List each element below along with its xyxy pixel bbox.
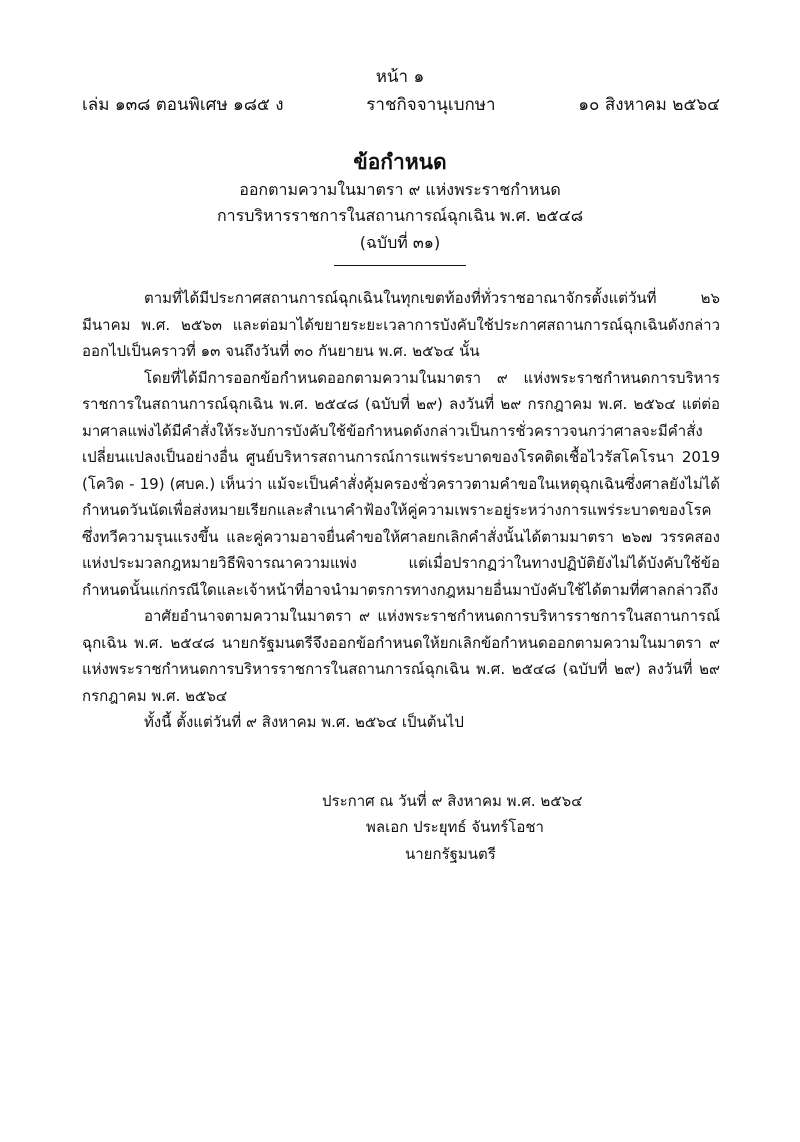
subtitle-line-2: การบริหารราชการในสถานการณ์ฉุกเฉิน พ.ศ. ๒๕๔๘ bbox=[216, 206, 584, 225]
gazette-header bbox=[82, 94, 720, 116]
paragraph-2: โดยที่ได้มีการออกข้อกำหนดออกตามความในมาตรา ๙ แห่งพระราชกำหนดการบริหารราชการในสถานการณ์ฉุกเฉิน พ.ศ. ๒๕๔๘ (ฉบับที่ ๒๙) ลงวันที่ ๒๙ กรกฎาคม พ.ศ. ๒๕๖๔ แต่ต่อมาศาลแพ่งได้มีคำสั่งให้ระงับการบังคับใช้ข้อกำหนดดังกล่าวเป็นการชั่วคราวจนกว่าศาลจะมีคำสั่งเปลี่ยนแปลงเป็นอย่างอื่น ศูนย์บริหารสถานการณ์การแพร่ระบาดของโรคติดเชื้อไวรัสโคโรนา 2019 (โควิด - 19) (ศบค.) เห็นว่า แม้จะเป็นคำสั่งคุ้มครองชั่วคราวตามคำขอในเหตุฉุกเฉินซึ่งศาลยังไม่ได้กำหนดวันนัดเพื่อส่งหมายเรียกและสำเนาคำฟ้องให้คู่ความเพราะอยู่ระหว่างการแพร่ระบาดของโรคซึ่งทวีความรุนแรงขึ้น และคู่ความอาจยื่นคำขอให้ศาลยกเลิกคำสั่งนั้นได้ตามมาตรา ๒๖๗ วรรคสอง แห่งประมวลกฎหมายวิธีพิจารณาความแพ่ง แต่เมื่อปรากฏว่าในทางปฏิบัติยังไม่ได้บังคับใช้ข้อกำหนดนั้นแก่กรณีใดและเจ้าหน้าที่อาจนำมาตรการทางกฎหมายอื่นมาบังคับใช้ได้ตามที่ศาลกล่าวถึง bbox=[82, 368, 720, 599]
subtitle-line-1: ออกตามความในมาตรา ๙ แห่งพระราชกำหนด bbox=[239, 180, 561, 199]
volume-info: เล่ม ๑๓๘ ตอนพิเศษ ๑๘๕ ง bbox=[82, 95, 284, 115]
publication-date: ๑๐ สิงหาคม ๒๕๖๔ bbox=[578, 95, 720, 115]
signatory-name: พลเอก ประยุทธ์ จันทร์โอชา bbox=[366, 818, 544, 836]
paragraph-1: ตามที่ได้มีประกาศสถานการณ์ฉุกเฉินในทุกเขตท้องที่ทั่วราชอาณาจักรตั้งแต่วันที่ ๒๖ มีนาคม พ.ศ. ๒๕๖๓ และต่อมาได้ขยายระยะเวลาการบังคับใช้ประกาศสถานการณ์ฉุกเฉินดังกล่าวออกไปเป็นคราวที่ ๑๓ จนถึงวันที่ ๓๐ กันยายน พ.ศ. ๒๕๖๔ นั้น bbox=[82, 289, 720, 360]
paragraph-3: อาศัยอำนาจตามความในมาตรา ๙ แห่งพระราชกำหนดการบริหารราชการในสถานการณ์ฉุกเฉิน พ.ศ. ๒๕๔๘ นายกรัฐมนตรีจึงออกข้อกำหนดให้ยกเลิกข้อกำหนดออกตามความในมาตรา ๙ แห่งพระราชกำหนดการบริหารราชการในสถานการณ์ฉุกเฉิน พ.ศ. ๒๕๔๘ (ฉบับที่ ๒๙) ลงวันที่ ๒๙ กรกฎาคม พ.ศ. ๒๕๖๔ bbox=[82, 607, 720, 705]
announcement-date: ประกาศ ณ วันที่ ๙ สิงหาคม พ.ศ. ๒๕๖๔ bbox=[322, 792, 583, 810]
document-body bbox=[82, 285, 720, 736]
page-number: หน้า ๑ bbox=[375, 67, 425, 87]
document-title: ข้อกำหนด bbox=[353, 150, 447, 174]
title-divider bbox=[334, 265, 466, 266]
signatory-position: นายกรัฐมนตรี bbox=[405, 845, 496, 863]
paragraph-4: ทั้งนี้ ตั้งแต่วันที่ ๙ สิงหาคม พ.ศ. ๒๕๖๔ เป็นต้นไป bbox=[144, 713, 464, 731]
subtitle-line-3: (ฉบับที่ ๓๑) bbox=[359, 233, 441, 252]
publication-name: ราชกิจจานุเบกษา bbox=[366, 95, 496, 115]
